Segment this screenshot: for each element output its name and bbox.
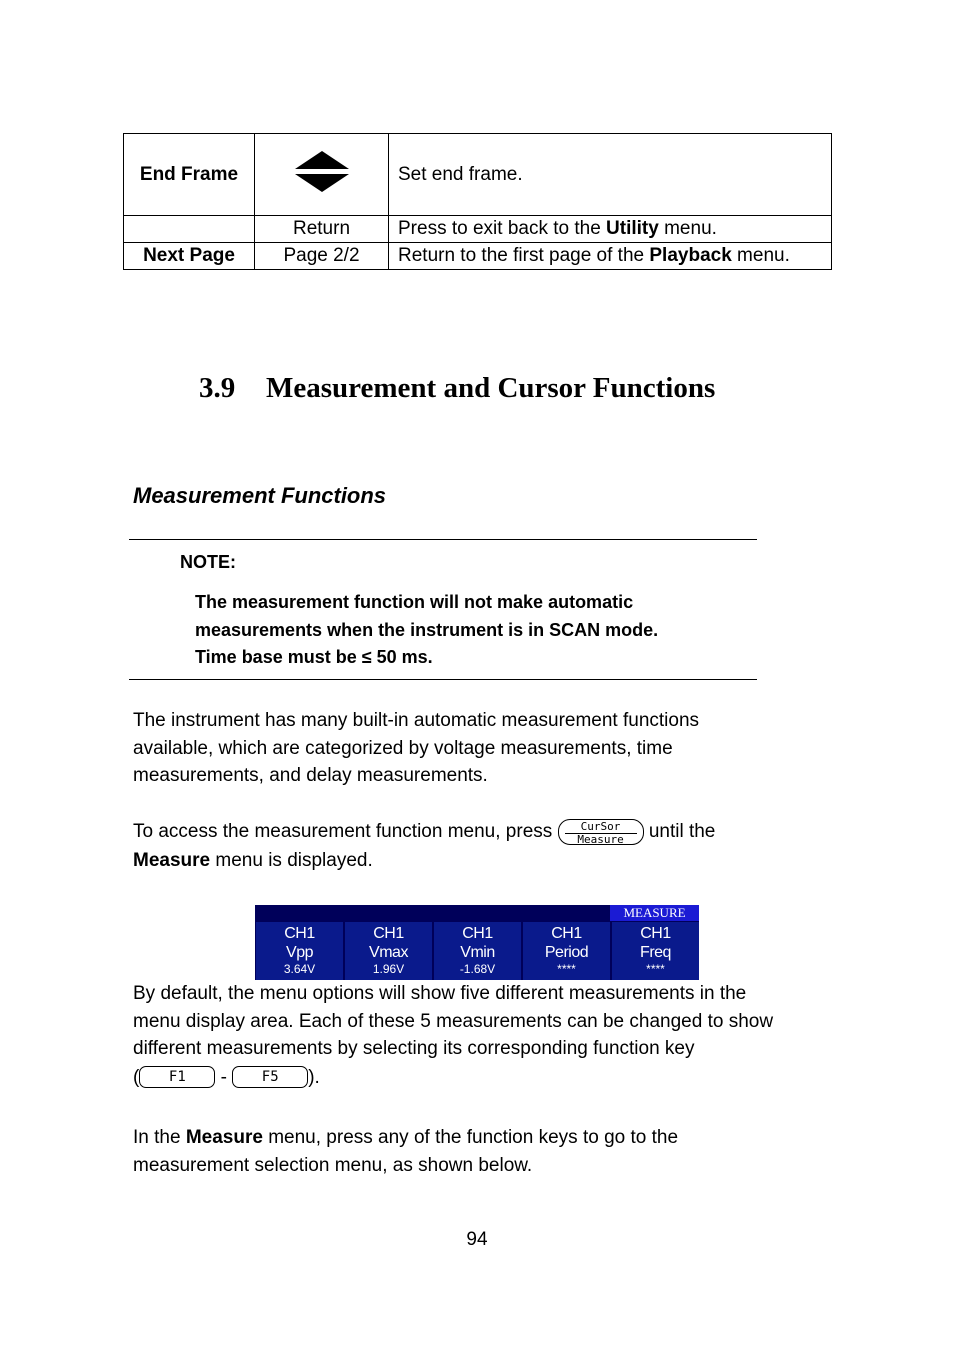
section-title xyxy=(199,372,715,405)
paragraph-access: To access the measurement function menu, press CurSor Measure until the Measure menu is displayed. xyxy=(133,819,716,871)
cursor-measure-key[interactable]: CurSor Measure xyxy=(558,819,644,845)
page-number: 94 xyxy=(466,1229,488,1250)
f5-key[interactable]: F5 xyxy=(232,1066,308,1088)
measure-menu-screenshot xyxy=(255,905,699,980)
table-cell-icon xyxy=(255,134,389,216)
measure-menu-item[interactable]: CH1 Vmin -1.68V xyxy=(434,922,521,980)
table-cell-setting: Return xyxy=(255,216,389,243)
table-cell-label: Next Page xyxy=(124,243,255,270)
table-cell-desc: Press to exit back to the Utility menu. xyxy=(389,216,832,243)
table-row xyxy=(124,243,832,270)
up-down-arrow-icon xyxy=(293,178,351,199)
measure-menu-item[interactable]: CH1 Period **** xyxy=(523,922,610,980)
table-cell-setting: Page 2/2 xyxy=(255,243,389,270)
table-cell-desc: Return to the first page of the Playback menu. xyxy=(389,243,832,270)
menu-table xyxy=(123,133,832,270)
subheading: Measurement Functions xyxy=(133,483,387,508)
measure-menu-item[interactable]: CH1 Freq **** xyxy=(612,922,699,980)
table-cell-label xyxy=(124,216,255,243)
note-body: The measurement function will not make automatic measurements when the instrument is in SCAN mode. Time base must be ≤ 50 ms. xyxy=(195,592,659,667)
note-divider-top xyxy=(129,539,757,540)
section-title-text: Measurement and Cursor Functions xyxy=(266,372,716,404)
table-row xyxy=(124,216,832,243)
paragraph-measure-menu: In the Measure menu, press any of the function keys to go to the measurement selection menu, as shown below. xyxy=(133,1127,679,1176)
section-number: 3.9 xyxy=(199,372,236,404)
measure-menu-title: MEASURE xyxy=(610,905,699,921)
table-cell-label: End Frame xyxy=(124,134,255,216)
table-row xyxy=(124,134,832,216)
paragraph-intro: The instrument has many built-in automatic measurement functions available, which are categorized by voltage measurements, time measurements, and delay measurements. xyxy=(133,710,700,786)
f1-key[interactable]: F1 xyxy=(139,1066,215,1088)
measure-menu-item[interactable]: CH1 Vpp 3.64V xyxy=(256,922,343,980)
paragraph-default: By default, the menu options will show five different measurements in the menu display area. Each of these 5 measurements can be changed to show different measurements by selecting its corresponding function key ( F1 - F5 ). xyxy=(133,983,774,1088)
measure-menu-item[interactable]: CH1 Vmax 1.96V xyxy=(345,922,432,980)
table-cell-desc: Set end frame. xyxy=(389,134,832,216)
note-divider-bottom xyxy=(129,679,757,680)
note-label: NOTE: xyxy=(180,552,236,572)
